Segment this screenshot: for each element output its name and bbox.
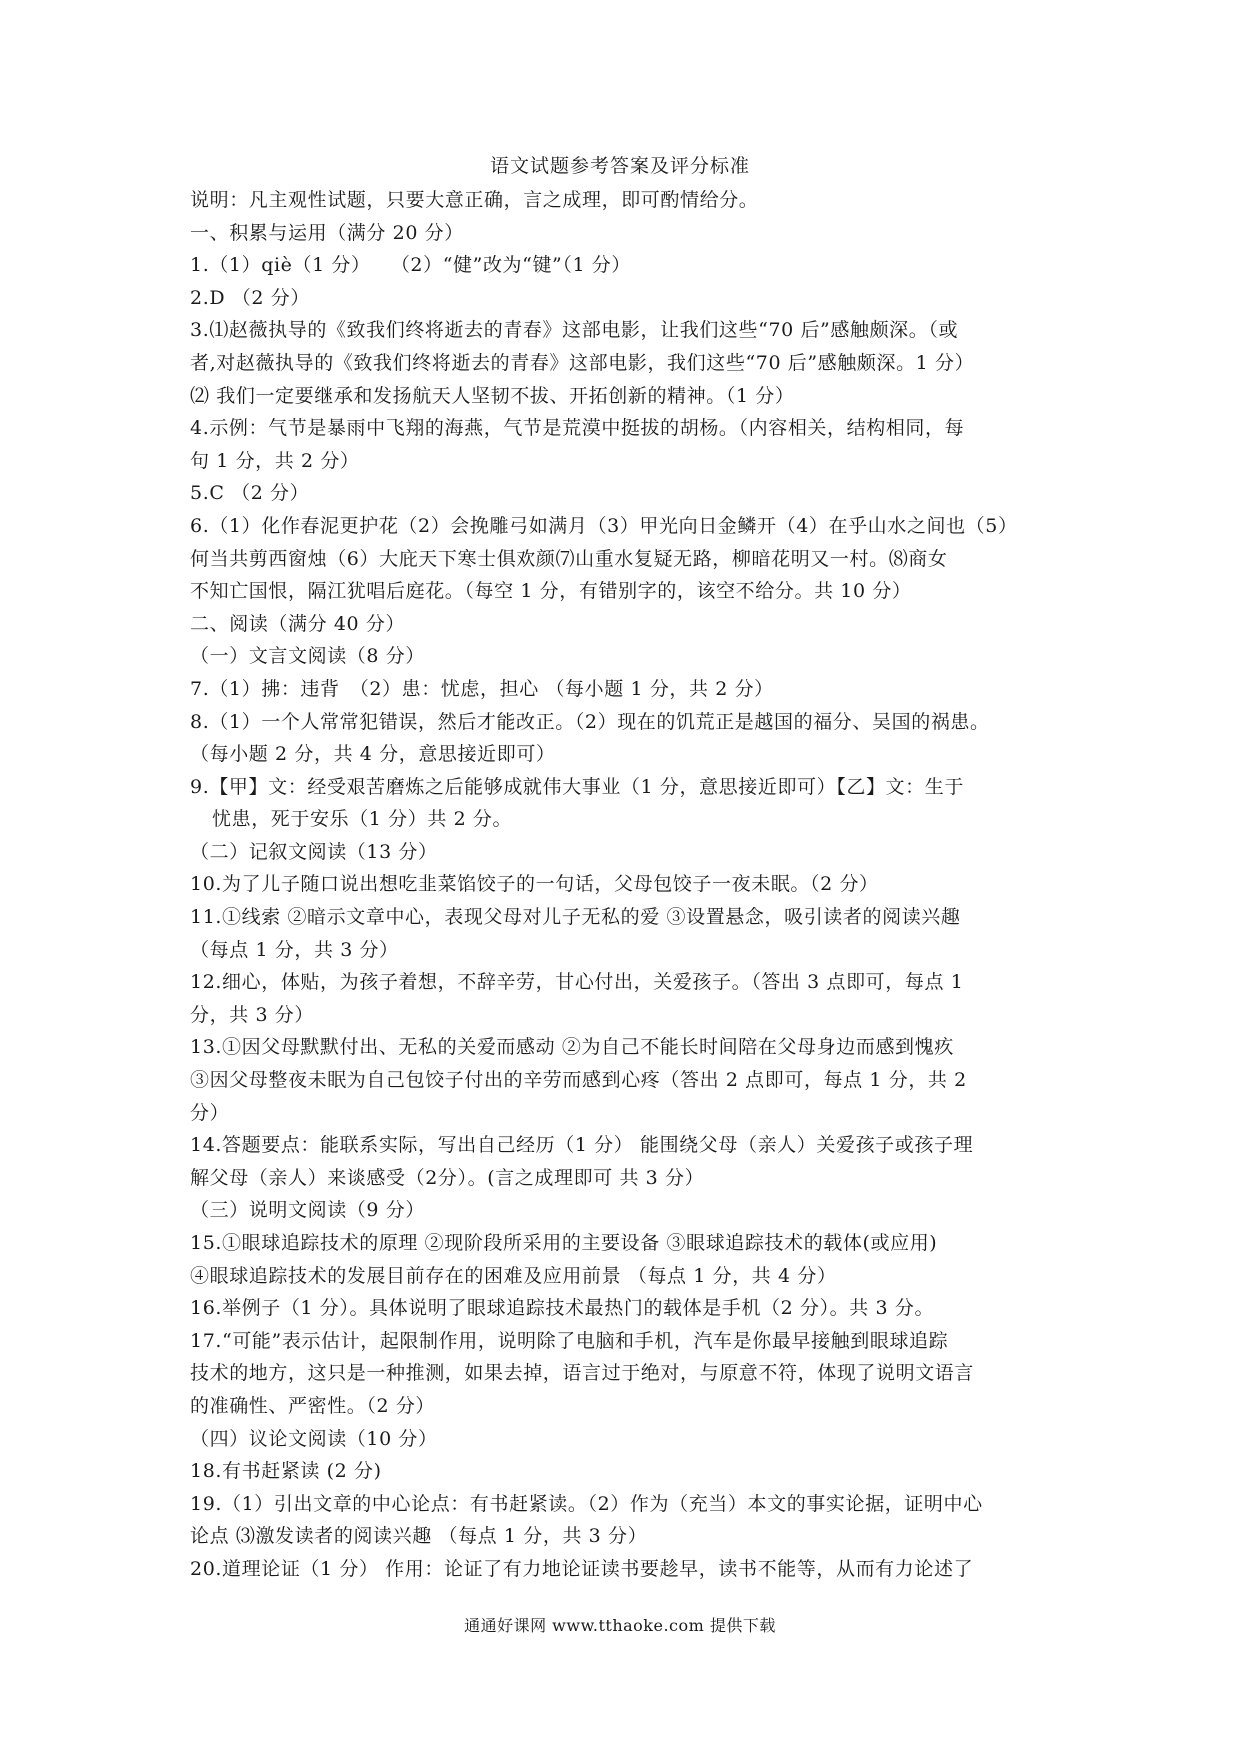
text-line: 16.举例子（1 分）。具体说明了眼球追踪技术最热门的载体是手机（2 分）。共 3 分。 bbox=[190, 1297, 935, 1320]
text-line: 6.（1）化作春泥更护花（2）会挽雕弓如满月（3）甲光向日金鳞开（4）在乎山水之间也（5） bbox=[190, 514, 1018, 537]
subsection-heading: （四）议论文阅读（10 分） bbox=[190, 1427, 438, 1450]
page-footer: 通通好课网 www.tthaoke.com 提供下载 bbox=[464, 1616, 776, 1635]
text-line: 12.细心，体贴，为孩子着想，不辞辛劳，甘心付出，关爱孩子。（答出 3 点即可，每点 1 bbox=[190, 971, 964, 994]
text-line: 的准确性、严密性。（2 分） bbox=[190, 1394, 436, 1417]
text-line: 不知亡国恨，隔江犹唱后庭花。（每空 1 分，有错别字的，该空不给分。共 10 分） bbox=[190, 580, 912, 603]
text-line: 7.（1）拂：违背 （2）患：忧虑，担心 （每小题 1 分，共 2 分） bbox=[190, 677, 774, 700]
document-title: 语文试题参考答案及评分标准 bbox=[489, 155, 750, 177]
text-line: （每小题 2 分，共 4 分，意思接近即可） bbox=[190, 743, 556, 766]
text-line: 19.（1）引出文章的中心论点：有书赶紧读。（2）作为（充当）本文的事实论据，证明中心 bbox=[190, 1492, 983, 1515]
text-line: 忧患，死于安乐（1 分）共 2 分。 bbox=[212, 808, 513, 831]
subsection-heading: （二）记叙文阅读（13 分） bbox=[190, 840, 438, 863]
text-line: 1.（1）qiè（1 分） （2）“健”改为“键”（1 分） bbox=[190, 254, 631, 277]
text-line: （每点 1 分，共 3 分） bbox=[190, 938, 399, 961]
text-line: 17.“可能”表示估计，起限制作用，说明除了电脑和手机，汽车是你最早接触到眼球追踪 bbox=[190, 1329, 949, 1352]
text-line: 10.为了儿子随口说出想吃韭菜馅饺子的一句话，父母包饺子一夜未眠。（2 分） bbox=[190, 873, 879, 896]
text-line: 15.①眼球追踪技术的原理 ②现阶段所采用的主要设备 ③眼球追踪技术的载体(或应用) bbox=[190, 1232, 938, 1254]
text-line: 解父母（亲人）来谈感受（2分）。(言之成理即可 共 3 分） bbox=[190, 1166, 705, 1189]
text-line: 11.①线索 ②暗示文章中心，表现父母对儿子无私的爱 ③设置悬念，吸引读者的阅读兴趣 bbox=[190, 906, 961, 929]
text-line: ③因父母整夜未眠为自己包饺子付出的辛劳而感到心疼（答出 2 点即可，每点 1 分，共 2 bbox=[190, 1069, 967, 1092]
text-line: 3.⑴赵薇执导的《致我们终将逝去的青春》这部电影，让我们这些“70 后”感触颇深。（或 bbox=[190, 319, 959, 342]
text-line: 论点 ⑶激发读者的阅读兴趣 （每点 1 分，共 3 分） bbox=[190, 1525, 648, 1548]
text-line: 何当共剪西窗烛（6）大庇天下寒士俱欢颜⑺山重水复疑无路，柳暗花明又一村。⑻商女 bbox=[190, 547, 948, 570]
text-line: 20.道理论证（1 分） 作用：论证了有力地论证读书要趁早，读书不能等，从而有力论述了 bbox=[190, 1557, 974, 1580]
text-line: 18.有书赶紧读 (2 分) bbox=[190, 1460, 382, 1483]
section-heading: 二、阅读（满分 40 分） bbox=[190, 612, 406, 635]
text-line: 8.（1）一个人常常犯错误，然后才能改正。（2）现在的饥荒正是越国的福分、吴国的祸患。 bbox=[190, 710, 990, 733]
subsection-heading: （一）文言文阅读（8 分） bbox=[190, 645, 425, 668]
text-line: 9.【甲】文：经受艰苦磨炼之后能够成就伟大事业（1 分，意思接近即可）【乙】文：生于 bbox=[190, 775, 964, 798]
answer-body bbox=[190, 184, 1060, 1586]
text-line: 14.答题要点：能联系实际，写出自己经历（1 分） 能围绕父母（亲人）关爱孩子或孩子理 bbox=[190, 1134, 974, 1157]
text-line: 句 1 分，共 2 分） bbox=[190, 449, 360, 472]
text-line: ⑵ 我们一定要继承和发扬航天人坚韧不拔、开拓创新的精神。（1 分） bbox=[190, 384, 795, 407]
text-line: 2.D （2 分） bbox=[190, 286, 310, 309]
text-line: 分，共 3 分） bbox=[190, 1003, 314, 1026]
text-line: ④眼球追踪技术的发展目前存在的困难及应用前景 （每点 1 分，共 4 分） bbox=[190, 1264, 837, 1287]
text-line: 4.示例：气节是暴雨中飞翔的海燕，气节是荒漠中挺拔的胡杨。（内容相关，结构相同，每 bbox=[190, 417, 965, 440]
text-line: 技术的地方，这只是一种推测，如果去掉，语言过于绝对，与原意不符，体现了说明文语言 bbox=[190, 1362, 975, 1385]
subsection-heading: （三）说明文阅读（9 分） bbox=[190, 1199, 425, 1222]
text-line: 分） bbox=[190, 1101, 230, 1124]
text-line: 13.①因父母默默付出、无私的关爱而感动 ②为自己不能长时间陪在父母身边而感到愧疚 bbox=[190, 1036, 954, 1059]
text-line: 者,对赵薇执导的《致我们终将逝去的青春》这部电影，我们这些“70 后”感触颇深。1 分） bbox=[190, 351, 975, 374]
text-line: 5.C （2 分） bbox=[190, 482, 310, 505]
section-heading: 一、积累与运用（满分 20 分） bbox=[190, 221, 464, 244]
text-line: 说明：凡主观性试题，只要大意正确，言之成理，即可酌情给分。 bbox=[190, 189, 759, 211]
